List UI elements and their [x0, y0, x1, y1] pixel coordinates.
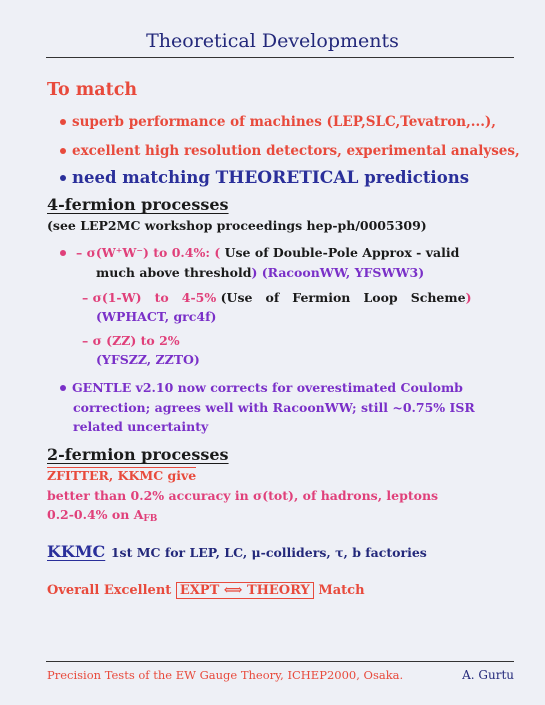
bullet-theory-pre: need matching — [72, 168, 210, 187]
bullet-detectors — [60, 143, 520, 159]
overall-boxed: EXPT ⟺ THEORY — [176, 582, 314, 599]
bullet-theory-caps: THEORETICAL — [215, 168, 359, 188]
four-fermion-sub: (see LEP2MC workshop proceedings hep-ph/0005309) — [47, 218, 427, 233]
bullet-dot — [60, 175, 66, 181]
gentle-line1-text: GENTLE v2.10 now corrects for overestimated Coulomb — [72, 380, 463, 395]
item-zz-line2: (YFSZZ, ZZTO) — [96, 352, 200, 367]
item-1w-part3: ) — [465, 290, 472, 305]
bullet-dot — [60, 250, 66, 256]
bullet-theory — [60, 168, 469, 188]
overall-pre: Overall Excellent — [47, 583, 172, 598]
overall-post: Match — [318, 583, 365, 598]
item-1w-part2: (Use of Fermion Loop Scheme — [220, 290, 466, 305]
two-fermion-line3 — [47, 507, 157, 524]
bullet-machines — [60, 114, 496, 130]
bullet-machines-text: superb performance of machines (LEP,SLC,Tevatron,...), — [72, 114, 496, 130]
bullet-dot — [60, 119, 66, 125]
bullet-theory-post: predictions — [364, 168, 469, 187]
afb-subscript: FB — [143, 514, 158, 524]
bullet-dot — [60, 148, 66, 154]
two-fermion-heading: 2-fermion processes — [47, 445, 229, 464]
afb-text: 0.2-0.4% on A — [47, 507, 144, 522]
two-fermion-line1: ZFITTER, KKMC give — [47, 468, 197, 483]
item-ww-part1: – σ(W⁺W⁻) to 0.4%: ( — [76, 245, 221, 260]
item-ww-line2-part1: much above threshold — [96, 265, 252, 280]
footer-right: A. Gurtu — [462, 668, 514, 682]
kkmc-line — [47, 542, 427, 561]
item-ww-line2 — [96, 265, 424, 280]
item-1w-line2: (WPHACT, grc4f) — [96, 309, 217, 324]
item-ww — [60, 245, 459, 260]
item-ww-line2-part2: ) (RacoonWW, YFSWW3) — [251, 265, 425, 280]
footer-left: Precision Tests of the EW Gauge Theory, ICHEP2000, Osaka. — [47, 668, 404, 682]
gentle-line3: related uncertainty — [73, 419, 209, 434]
title-rule — [46, 57, 514, 58]
gentle-line2: correction; agrees well with RacoonWW; still ~0.75% ISR — [73, 400, 475, 415]
to-match-heading: To match — [47, 80, 138, 100]
two-fermion-line2: better than 0.2% accuracy in σ(tot), of hadrons, leptons — [47, 488, 439, 503]
footer-rule — [46, 661, 514, 662]
item-zz: – σ (ZZ) to 2% — [82, 333, 180, 348]
item-1w — [82, 290, 471, 305]
gentle-line1 — [60, 380, 463, 395]
item-1w-part1: – σ(1-W) to 4-5% — [82, 290, 217, 305]
overall-line — [47, 583, 365, 598]
page-title: Theoretical Developments — [146, 30, 399, 52]
kkmc-name: KKMC — [47, 542, 106, 561]
bullet-detectors-text: excellent high resolution detectors, experimental analyses, — [72, 143, 520, 159]
item-ww-part2: Use of Double-Pole Approx - valid — [224, 245, 460, 260]
kkmc-desc: 1st MC for LEP, LC, μ-colliders, τ, b factories — [110, 545, 427, 560]
four-fermion-heading: 4-fermion processes — [47, 195, 229, 214]
bullet-dot — [60, 385, 66, 391]
